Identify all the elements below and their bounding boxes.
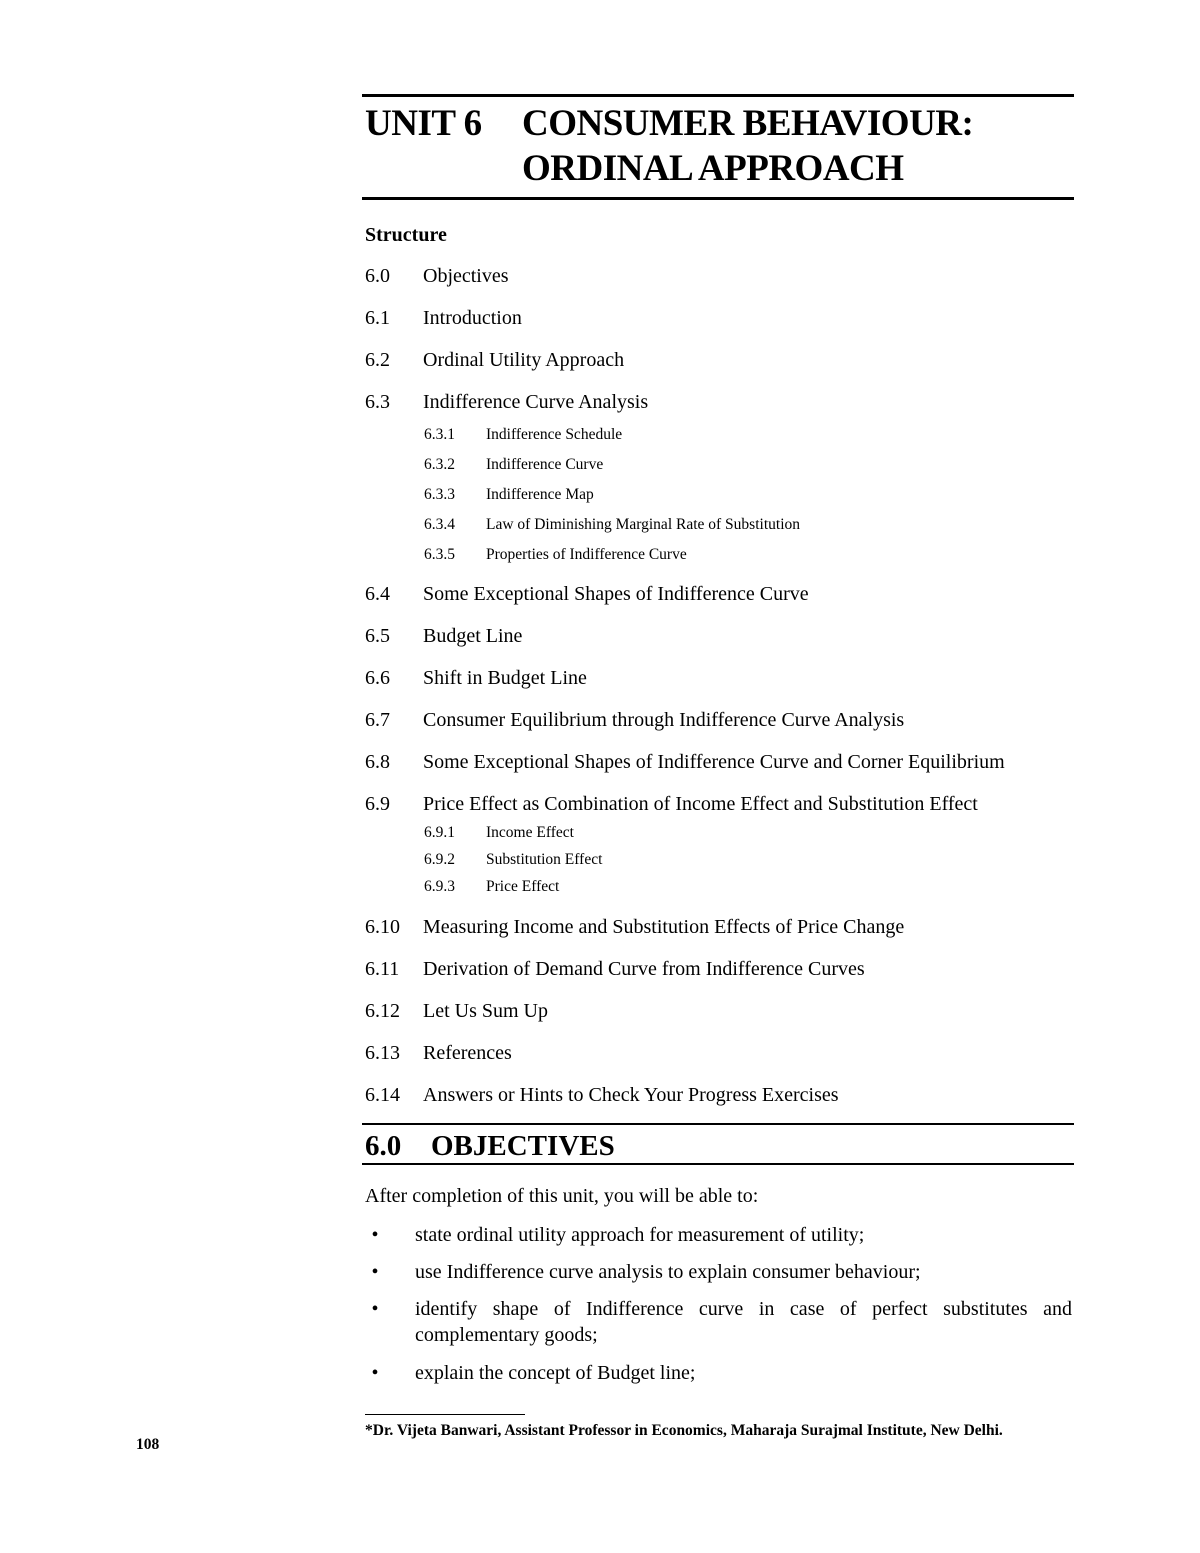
toc-subitem-number: 6.9.3	[424, 878, 455, 895]
toc-item-number: 6.14	[365, 1084, 400, 1106]
toc-item-number: 6.8	[365, 751, 390, 773]
toc-item-number: 6.7	[365, 709, 390, 731]
toc-item-number: 6.13	[365, 1042, 400, 1064]
bullet-text: explain the concept of Budget line;	[415, 1362, 696, 1384]
toc-item-title: Indifference Curve Analysis	[423, 391, 649, 413]
toc-item-number: 6.3	[365, 391, 390, 413]
bullet-text: use Indifference curve analysis to explain consumer behaviour;	[415, 1261, 921, 1283]
toc-subitem-title: Properties of Indifference Curve	[486, 546, 687, 563]
toc-item-title: Some Exceptional Shapes of Indifference Curve and Corner Equilibrium	[423, 751, 1005, 773]
toc-subitem-number: 6.3.3	[424, 486, 455, 503]
toc-subitem-number: 6.3.1	[424, 426, 455, 443]
bullet-marker: •	[371, 1298, 379, 1320]
toc-subitem-title: Law of Diminishing Marginal Rate of Substitution	[486, 516, 800, 533]
bullet-marker: •	[371, 1261, 379, 1283]
toc-subitem-number: 6.3.4	[424, 516, 455, 533]
section-number: 6.0	[365, 1130, 402, 1162]
title-bottom-rule	[362, 197, 1074, 200]
unit-title-line2: ORDINAL APPROACH	[522, 148, 904, 189]
toc-item-title: Objectives	[423, 265, 509, 287]
toc-item-title: Some Exceptional Shapes of Indifference Curve	[423, 583, 809, 605]
objectives-intro: After completion of this unit, you will be able to:	[365, 1185, 759, 1207]
toc-subitem-title: Indifference Schedule	[486, 426, 623, 443]
bullet-marker: •	[371, 1224, 379, 1246]
toc-subitem-number: 6.9.2	[424, 851, 455, 868]
toc-subitem-number: 6.9.1	[424, 824, 455, 841]
toc-subitem-number: 6.3.5	[424, 546, 455, 563]
toc-item-number: 6.6	[365, 667, 390, 689]
structure-label: Structure	[365, 224, 447, 246]
toc-item-title: Measuring Income and Substitution Effects of Price Change	[423, 916, 905, 938]
toc-item-title: Introduction	[423, 307, 522, 329]
toc-item-title: Answers or Hints to Check Your Progress Exercises	[423, 1084, 839, 1106]
objective-bullet	[365, 1222, 1072, 1248]
toc-item-number: 6.11	[365, 958, 400, 980]
objective-bullet	[365, 1259, 1072, 1285]
toc-item-title: Consumer Equilibrium through Indifference Curve Analysis	[423, 709, 905, 731]
bullet-text: identify shape of Indifference curve in case of perfect substitutes and complementary goods;	[415, 1298, 1072, 1346]
toc-subitem-title: Substitution Effect	[486, 851, 603, 868]
toc-item-title: Ordinal Utility Approach	[423, 349, 625, 371]
toc-item-title: References	[423, 1042, 512, 1064]
objective-bullet	[365, 1296, 1072, 1348]
toc-subitem-title: Indifference Map	[486, 486, 594, 503]
toc-item-number: 6.2	[365, 349, 390, 371]
section-title: OBJECTIVES	[431, 1130, 615, 1162]
toc-item-number: 6.5	[365, 625, 390, 647]
toc-subitem-title: Price Effect	[486, 878, 560, 895]
toc-item-title: Price Effect as Combination of Income Effect and Substitution Effect	[423, 793, 978, 815]
section-bottom-rule	[362, 1163, 1074, 1165]
section-top-rule	[362, 1123, 1074, 1125]
toc-item-title: Budget Line	[423, 625, 523, 647]
author-footnote: *Dr. Vijeta Banwari, Assistant Professor in Economics, Maharaja Surajmal Institute, New Delhi.	[365, 1422, 1003, 1439]
toc-item-number: 6.9	[365, 793, 390, 815]
objective-bullet	[365, 1360, 1072, 1386]
toc-subitem-title: Indifference Curve	[486, 456, 604, 473]
title-top-rule	[362, 94, 1074, 97]
toc-item-number: 6.4	[365, 583, 390, 605]
bullet-marker: •	[371, 1362, 379, 1384]
unit-label: UNIT 6	[365, 103, 482, 144]
toc-subitem-title: Income Effect	[486, 824, 574, 841]
toc-item-number: 6.10	[365, 916, 400, 938]
toc-subitem-number: 6.3.2	[424, 456, 455, 473]
bullet-text: state ordinal utility approach for measurement of utility;	[415, 1224, 865, 1246]
toc-item-number: 6.12	[365, 1000, 400, 1022]
toc-item-number: 6.1	[365, 307, 390, 329]
footnote-rule	[365, 1414, 525, 1415]
toc-item-title: Derivation of Demand Curve from Indifference Curves	[423, 958, 865, 980]
toc-item-title: Shift in Budget Line	[423, 667, 587, 689]
toc-item-number: 6.0	[365, 265, 390, 287]
toc-item-title: Let Us Sum Up	[423, 1000, 548, 1022]
page-number: 108	[136, 1436, 160, 1453]
unit-title-line1: CONSUMER BEHAVIOUR:	[522, 103, 974, 144]
